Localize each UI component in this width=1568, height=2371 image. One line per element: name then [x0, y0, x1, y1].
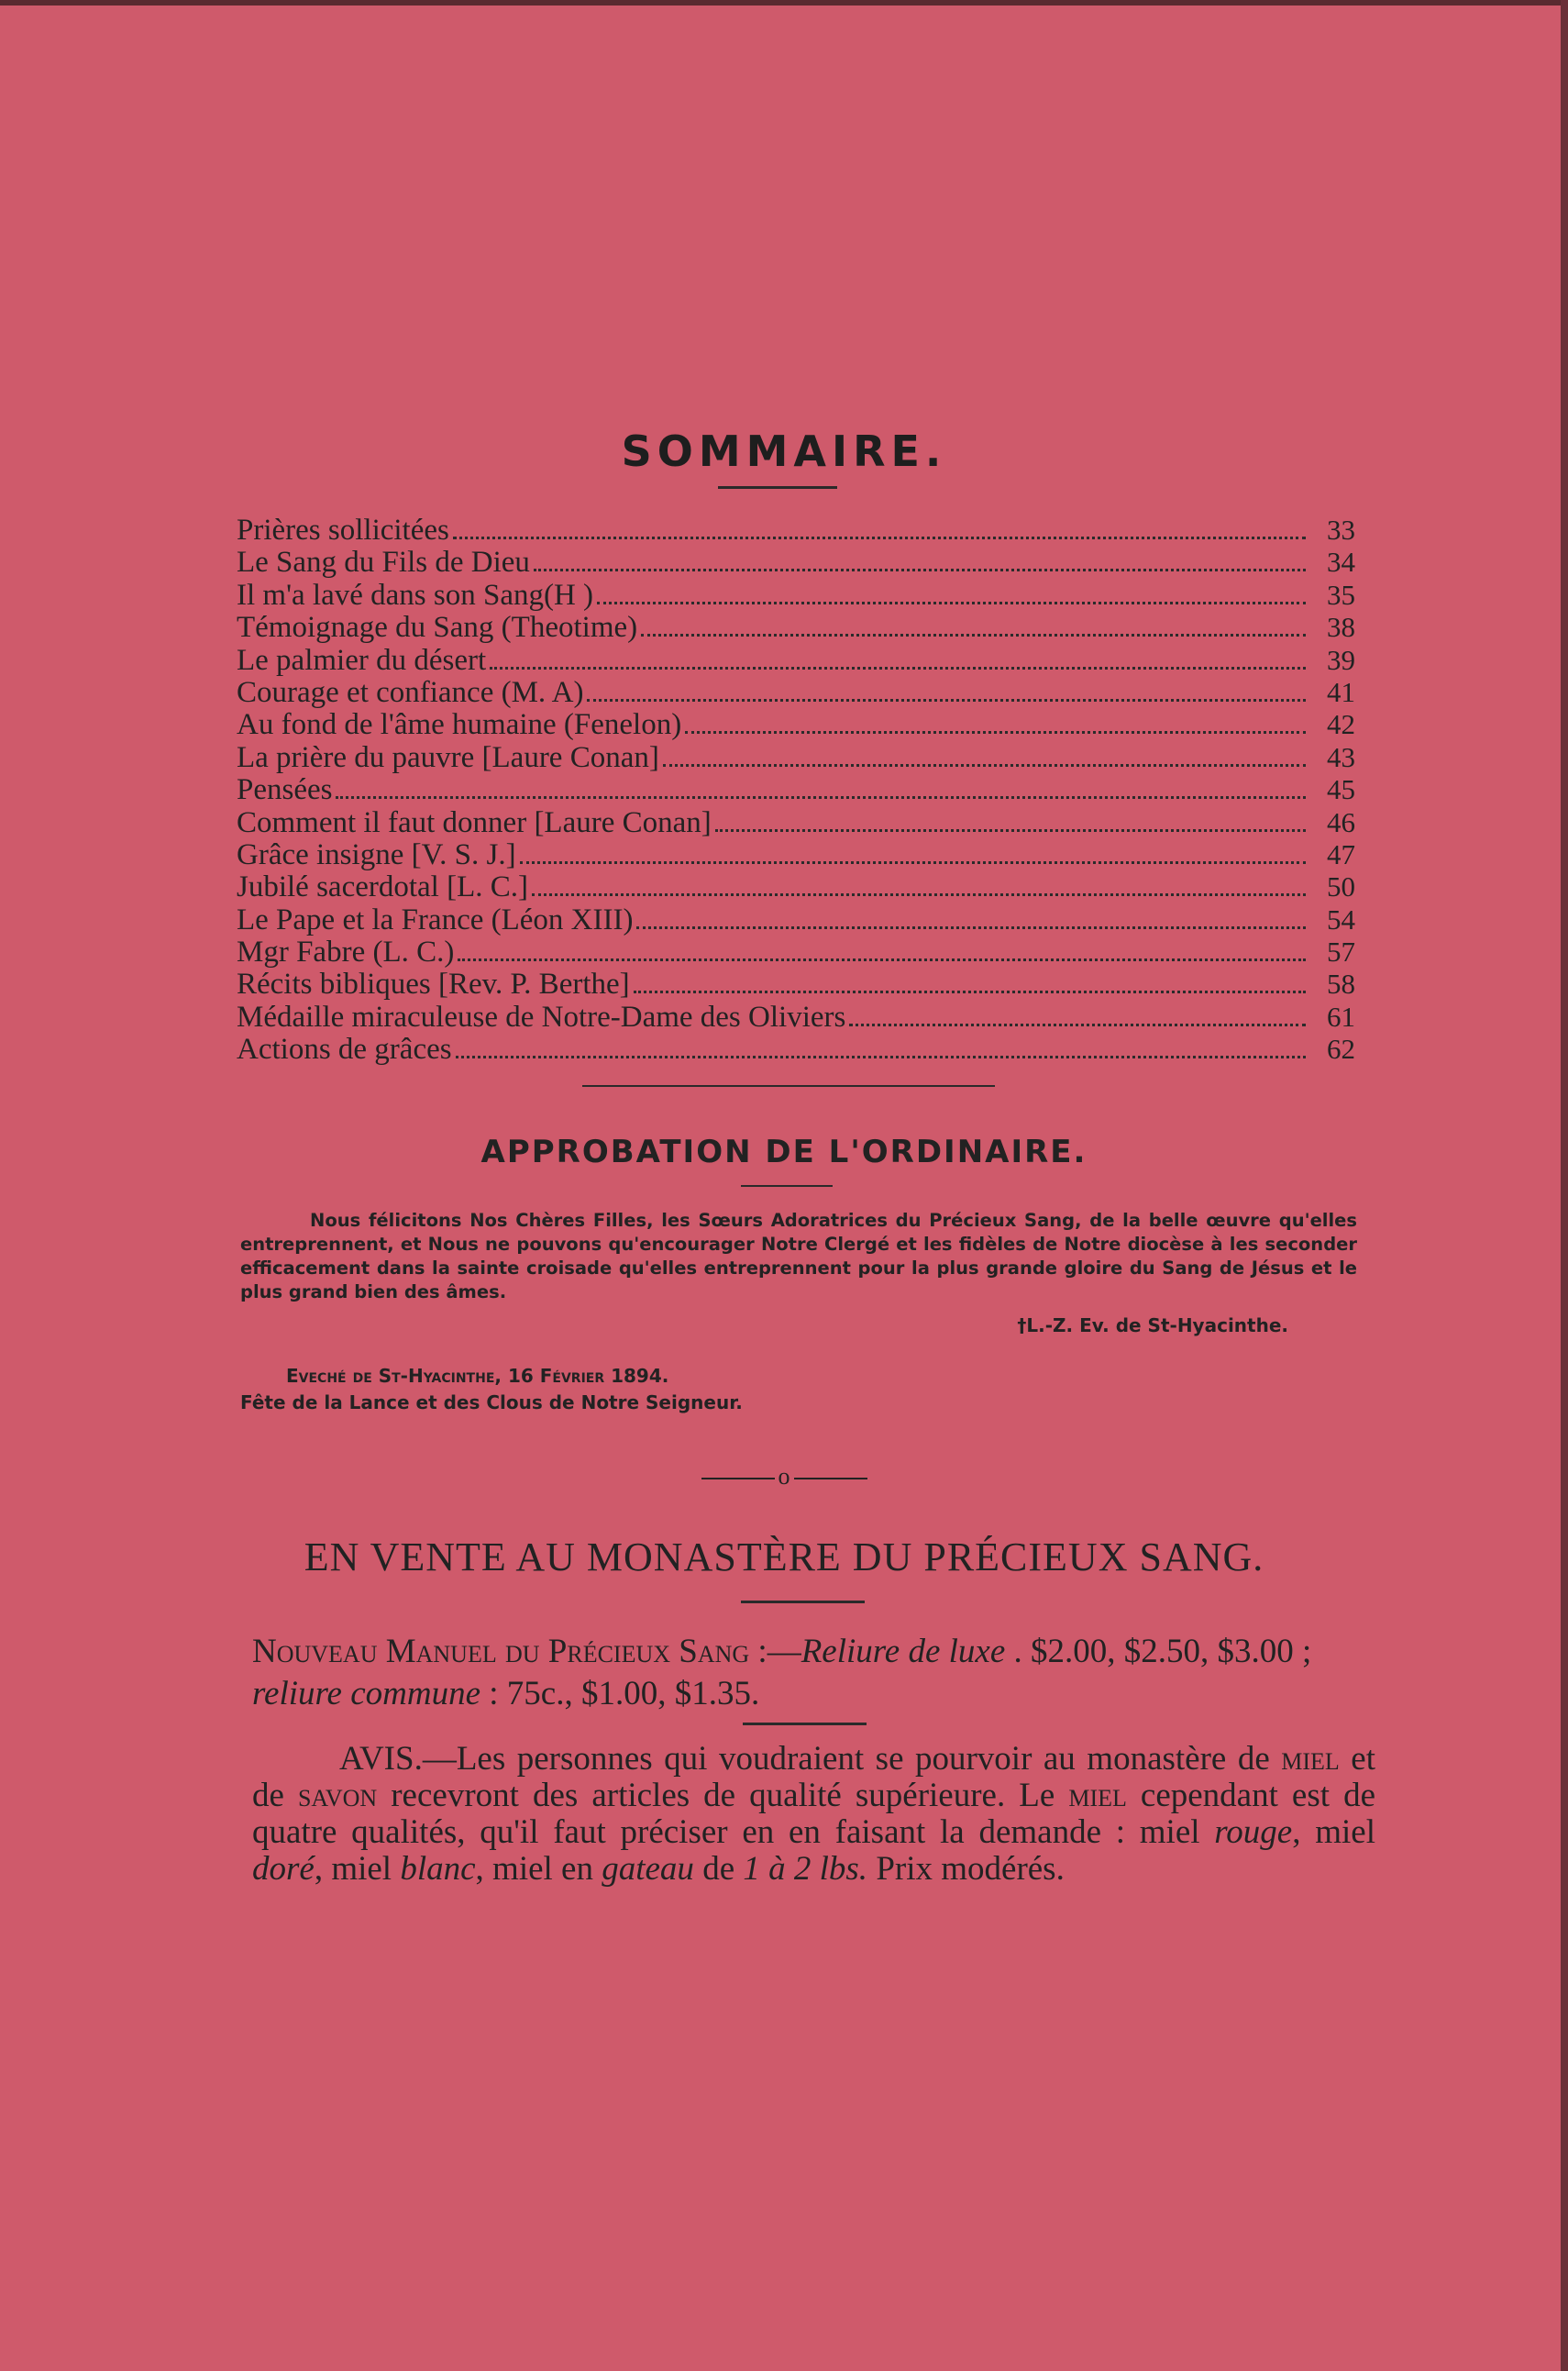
- approbation-signature: †L.-Z. Ev. de St-Hyacinthe.: [1017, 1314, 1288, 1336]
- separator: [0, 1463, 1568, 1490]
- toc-leader-dots: [685, 730, 1306, 734]
- toc-leader-dots: [456, 1055, 1306, 1058]
- toc-leader-dots: [634, 990, 1306, 993]
- toc-entry-page: 39: [1327, 643, 1355, 676]
- manuel-commune: reliure commune: [252, 1675, 480, 1712]
- toc-entry-page: 61: [1327, 1000, 1355, 1033]
- toc-leader-dots: [336, 795, 1306, 799]
- toc-entry-title: Pensées: [237, 773, 333, 807]
- separator-mark: o: [778, 1463, 790, 1490]
- toc-entry-title: Le Pape et la France (Léon XIII): [237, 903, 634, 936]
- manuel-sep: :—: [749, 1633, 801, 1670]
- avis-miel-2: miel: [1068, 1777, 1127, 1814]
- toc-entry-page: 41: [1327, 675, 1355, 708]
- approbation-eveche: Eveché de St-Hyacinthe, 16 Février 1894.: [286, 1365, 669, 1387]
- toc-entry-page: 46: [1327, 805, 1355, 838]
- avis-part-6: , miel: [314, 1850, 401, 1888]
- toc-entry-title: Courage et confiance (M. A): [237, 675, 584, 709]
- toc-entry-title: Au fond de l'âme humaine (Fenelon): [237, 708, 682, 742]
- toc-entry-title: Récits bibliques [Rev. P. Berthe]: [237, 968, 630, 1002]
- toc-leader-dots: [490, 666, 1306, 670]
- toc-leader-dots: [520, 860, 1306, 864]
- vente-title: EN VENTE AU MONASTÈRE DU PRÉCIEUX SANG.: [304, 1535, 1264, 1579]
- toc-leader-dots: [663, 763, 1306, 767]
- toc-entry: [237, 644, 1355, 676]
- toc-entry: [237, 968, 1355, 1000]
- avis-gateau: gateau: [602, 1850, 694, 1888]
- toc-leader-dots: [636, 925, 1306, 929]
- manuel-rule: [743, 1723, 867, 1725]
- avis-miel: miel: [1281, 1740, 1340, 1778]
- toc-entry: [237, 611, 1355, 643]
- toc-entry-title: Le palmier du désert: [237, 643, 487, 677]
- toc-entry-title: Comment il faut donner [Laure Conan]: [237, 805, 712, 839]
- toc-entry-title: Il m'a lavé dans son Sang(H ): [237, 578, 594, 612]
- toc-leader-dots: [715, 828, 1306, 832]
- avis-lbs: 1 à 2 lbs.: [743, 1850, 868, 1888]
- page-title: SOMMAIRE.: [621, 427, 947, 476]
- avis-part-9: Prix modérés.: [867, 1850, 1065, 1888]
- avis-blanc: blanc: [400, 1850, 476, 1888]
- avis-part-3: recevront des articles de qualité supérieure. Le: [377, 1777, 1069, 1814]
- title-rule: [718, 486, 837, 489]
- avis-rouge: rouge: [1214, 1813, 1293, 1851]
- approbation-rule: [741, 1185, 833, 1187]
- page-edge-right: [1561, 0, 1568, 2371]
- toc-leader-dots: [849, 1023, 1306, 1026]
- toc-entry: [237, 546, 1355, 578]
- toc-entry-page: 62: [1327, 1033, 1355, 1066]
- toc-leader-dots: [453, 536, 1306, 539]
- toc-entry-title: Médaille miraculeuse de Notre-Dame des Oliviers: [237, 1000, 846, 1034]
- approbation-text: Nous félicitons Nos Chères Filles, les Sœurs Adoratrices du Précieux Sang, de la belle œuvre qu'elles entreprennent, et Nous ne pouvons qu'encourager Notre Clergé et les fidèles de Notre diocèse à les seconder efficacement dans la sainte croisade qu'elles entreprennent pour la plus grande gloire du Sang de Jésus et le plus grand bien des âmes.: [240, 1210, 1357, 1302]
- toc-entry: [237, 806, 1355, 838]
- manuel-commune-prices: : 75c., $1.00, $1.35.: [480, 1675, 760, 1712]
- toc-entry-page: 38: [1327, 611, 1355, 644]
- avis-part-4: cependant est de quatre qualités, qu'il faut préciser en en faisant la demande : miel: [252, 1777, 1375, 1851]
- toc-entry-title: Jubilé sacerdotal [L. C.]: [237, 870, 528, 904]
- avis-dore: doré: [252, 1850, 315, 1888]
- toc-entry-title: Mgr Fabre (L. C.): [237, 936, 455, 969]
- toc-entry: [237, 514, 1355, 546]
- toc-entry-page: 50: [1327, 870, 1355, 903]
- manuel-title: Nouveau Manuel du Précieux Sang: [252, 1633, 750, 1670]
- toc-entry-page: 57: [1327, 936, 1355, 969]
- toc-entry: [237, 1033, 1355, 1065]
- toc-entry-page: 45: [1327, 773, 1355, 806]
- toc-entry-page: 35: [1327, 578, 1355, 611]
- toc-entry: [237, 903, 1355, 936]
- toc-leader-dots: [597, 601, 1306, 604]
- avis-part-5: , miel: [1292, 1813, 1375, 1851]
- toc-leader-dots: [532, 892, 1306, 896]
- toc-entry-title: La prière du pauvre [Laure Conan]: [237, 740, 659, 774]
- toc-entry: [237, 1001, 1355, 1033]
- toc-entry-title: Prières sollicitées: [237, 514, 449, 547]
- avis-part-8: de: [693, 1850, 744, 1888]
- avis-paragraph: [252, 1741, 1375, 1888]
- table-of-contents: [237, 514, 1355, 1066]
- toc-entry-page: 43: [1327, 740, 1355, 773]
- toc-entry-page: 34: [1327, 546, 1355, 579]
- toc-entry: [237, 676, 1355, 708]
- toc-entry: [237, 773, 1355, 805]
- toc-entry-page: 33: [1327, 514, 1355, 546]
- toc-entry-title: Le Sang du Fils de Dieu: [237, 546, 530, 580]
- toc-entry: [237, 936, 1355, 968]
- toc-entry: [237, 838, 1355, 870]
- toc-entry: [237, 741, 1355, 773]
- toc-leader-dots: [458, 958, 1306, 961]
- vente-rule: [741, 1601, 865, 1603]
- toc-entry-title: Actions de grâces: [237, 1033, 452, 1067]
- toc-entry-title: Grâce insigne [V. S. J.]: [237, 837, 516, 871]
- page-edge-top: [0, 0, 1568, 6]
- manuel-paragraph: [252, 1631, 1389, 1715]
- approbation-fete: Fête de la Lance et des Clous de Notre Seigneur.: [240, 1391, 743, 1413]
- toc-leader-dots: [534, 568, 1306, 571]
- toc-entry-page: 42: [1327, 708, 1355, 741]
- toc-leader-dots: [587, 698, 1306, 702]
- manuel-luxe: Reliure de luxe: [801, 1633, 1006, 1670]
- toc-leader-dots: [641, 633, 1306, 637]
- toc-entry: [237, 870, 1355, 903]
- toc-entry-page: 47: [1327, 837, 1355, 870]
- separator-line-left: [701, 1478, 775, 1479]
- approbation-title: APPROBATION DE L'ORDINAIRE.: [480, 1134, 1088, 1170]
- toc-entry-page: 54: [1327, 903, 1355, 936]
- avis-part-1: AVIS.—Les personnes qui voudraient se pourvoir au monastère de: [339, 1740, 1282, 1778]
- toc-entry-title: Témoignage du Sang (Theotime): [237, 611, 638, 645]
- avis-part-2: et de: [252, 1740, 1375, 1814]
- avis-savon: savon: [297, 1777, 378, 1814]
- toc-bottom-rule: [582, 1085, 995, 1087]
- separator-line-right: [794, 1478, 867, 1479]
- manuel-luxe-prices: . $2.00, $2.50, $3.00 ;: [1005, 1633, 1312, 1670]
- toc-entry-page: 58: [1327, 968, 1355, 1001]
- toc-entry: [237, 708, 1355, 740]
- toc-entry: [237, 579, 1355, 611]
- avis-part-7: , miel en: [475, 1850, 602, 1888]
